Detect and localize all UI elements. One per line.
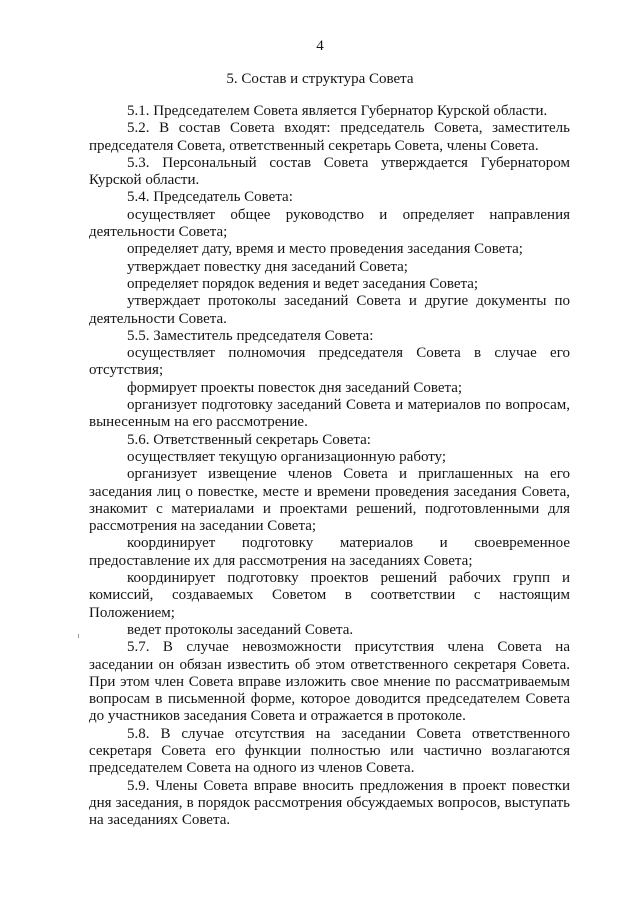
paragraph-5-2: 5.2. В состав Совета входят: председатель Совета, заместитель председателя Совета, ответственный секретарь Совета, члены Совета.	[89, 120, 570, 154]
chairman-duty-item: осуществляет общее руководство и определяет направления деятельности Совета;	[89, 206, 570, 241]
paragraph-5-6-heading: 5.6. Ответственный секретарь Совета:	[127, 431, 371, 448]
deputy-duty-item: формирует проекты повесток дня заседаний Совета;	[127, 379, 463, 396]
document-body	[89, 103, 570, 829]
paragraph-5-1: 5.1. Председателем Совета является Губернатор Курской области.	[127, 103, 548, 119]
secretary-duty-item: координирует подготовку проектов решений рабочих групп и комиссий, создаваемых Советом в соответствии с настоящим Положением;	[89, 570, 570, 621]
secretary-duty-item: осуществляет текущую организационную работу;	[127, 448, 447, 465]
paragraph-5-5-heading: 5.5. Заместитель председателя Совета:	[127, 327, 374, 344]
secretary-duty-item: организует извещение членов Совета и приглашенных на его заседания лиц о повестке, месте и времени проведения заседания Совета, знакомит с материалами и проектами решений, подготовленными для рассмотрения на заседании Совета;	[89, 466, 570, 535]
section-title: 5. Состав и структура Совета	[226, 71, 414, 87]
secretary-duty-item: координирует подготовку материалов и своевременное предоставление их для рассмотрения на заседаниях Совета;	[89, 535, 570, 569]
paragraph-5-4-heading: 5.4. Председатель Совета:	[127, 189, 293, 206]
page-number: 4	[316, 38, 324, 54]
chairman-duty-item: утверждает повестку дня заседаний Совета;	[127, 258, 408, 275]
chairman-duty-item: определяет порядок ведения и ведет заседания Совета;	[127, 275, 479, 292]
deputy-duty-item: организует подготовку заседаний Совета и материалов по вопросам, вынесенным на его рассмотрение.	[89, 397, 570, 431]
deputy-duty-item: осуществляет полномочия председателя Совета в случае его отсутствия;	[89, 345, 570, 379]
chairman-duty-item: определяет дату, время и место проведения заседания Совета;	[127, 241, 523, 258]
margin-mark	[78, 634, 79, 638]
secretary-duty-item: ведет протоколы заседаний Совета.	[127, 621, 354, 638]
paragraph-5-7: 5.7. В случае невозможности присутствия члена Совета на заседании он обязан известить об этом ответственного секретаря Совета. При этом член Совета вправе изложить свое мнение по рассматриваемым вопросам в письменной форме, которое доводится председателем Совета до участников заседания Совета и отражается в протоколе.	[89, 639, 570, 725]
chairman-duty-item: утверждает протоколы заседаний Совета и другие документы по деятельности Совета.	[89, 293, 570, 327]
paragraph-5-9: 5.9. Члены Совета вправе вносить предложения в проект повестки дня заседания, в порядок рассмотрения обсуждаемых вопросов, выступать на заседаниях Совета.	[89, 777, 570, 829]
paragraph-5-8: 5.8. В случае отсутствия на заседании Совета ответственного секретаря Совета его функции полностью или частично возлагаются председателем Совета на одного из членов Совета.	[89, 725, 570, 777]
paragraph-5-3: 5.3. Персональный состав Совета утверждается Губернатором Курской области.	[89, 154, 570, 189]
